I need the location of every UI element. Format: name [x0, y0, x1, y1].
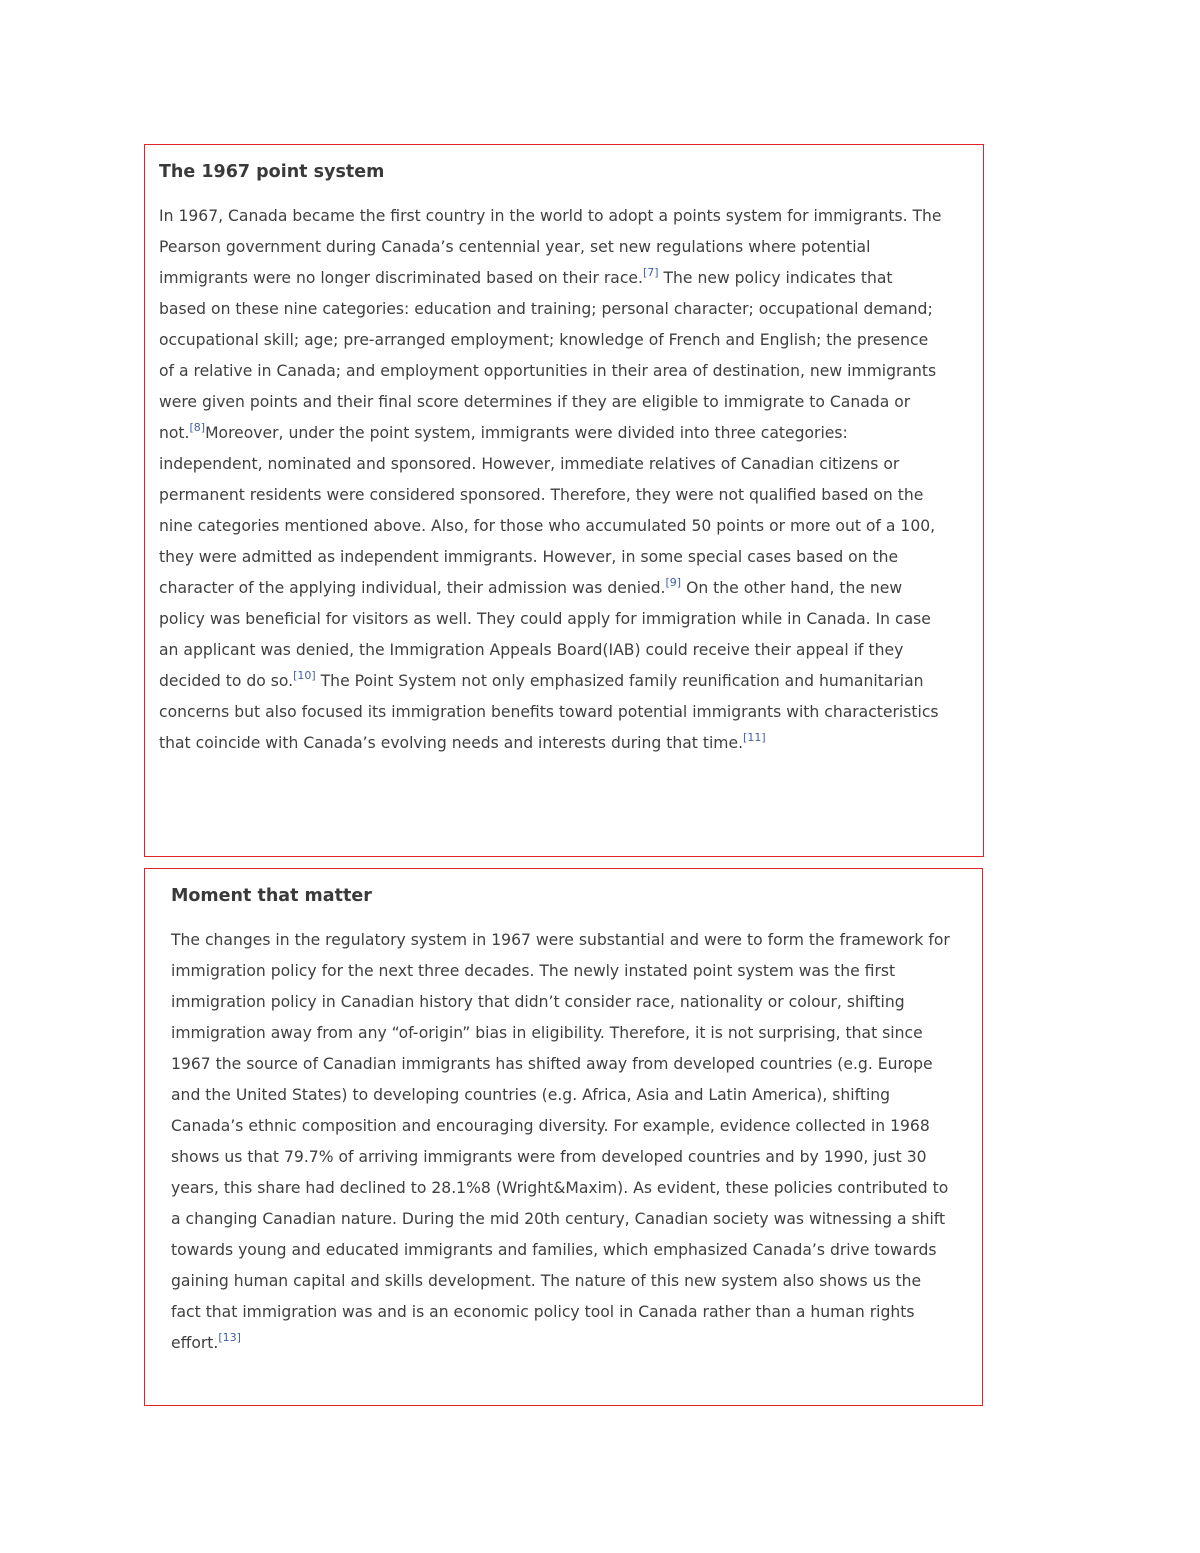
- section-title: The 1967 point system: [159, 162, 385, 182]
- section-moment-that-matter: [144, 868, 983, 1406]
- body-text: The changes in the regulatory system in 1967 were substantial and were to form the framework for immigration policy for the next three decades. The newly instated point system was the first immigration policy in Canadian history that didn’t consider race, nationality or colour, shifting immigration away from any “of-origin” bias in eligibility. Therefore, it is not surprising, that since 1967 the source of Canadian immigrants has shifted away from developed countries (e.g. Europe and the United States) to developing countries (e.g. Africa, Asia and Latin America), shifting Canada’s ethnic composition and encouraging diversity. For example, evidence collected in 1968 shows us that 79.7% of arriving immigrants were from developed countries and by 1990, just 30 years, this share had declined to 28.1%8 (Wright&Maxim). As evident, these policies contributed to a changing Canadian nature. During the mid 20th century, Canadian society was witnessing a shift towards young and educated immigrants and families, which emphasized Canada’s drive towards gaining human capital and skills development. The nature of this new system also shows us the fact that immigration was and is an economic policy tool in Canada rather than a human rights effort.: [171, 931, 950, 1352]
- section-point-system: [144, 144, 984, 857]
- section-title: Moment that matter: [171, 886, 372, 906]
- footnote-reference[interactable]: [11]: [743, 731, 766, 744]
- body-text: In 1967, Canada became the first country in the world to adopt a points system for immigrants. The Pearson government during Canada’s centennial year, set new regulations where potential immigrants were no longer discriminated based on their race.: [159, 207, 942, 287]
- section-body: [171, 925, 952, 1359]
- footnote-reference[interactable]: [7]: [642, 266, 659, 279]
- body-text: On the other hand, the new policy was beneficial for visitors as well. They could apply for immigration while in Canada. In case an applicant was denied, the Immigration Appeals Board(IAB) could receive their appeal if they decided to do so.: [159, 579, 931, 690]
- body-text: The Point System not only emphasized family reunification and humanitarian concerns but also focused its immigration benefits toward potential immigrants with characteristics that coincide with Canada’s evolving needs and interests during that time.: [159, 672, 939, 752]
- footnote-reference[interactable]: [10]: [293, 669, 316, 682]
- body-text: The new policy indicates that based on these nine categories: education and training; personal character; occupational demand; occupational skill; age; pre-arranged employment; knowledge of French and English; the presence of a relative in Canada; and employment opportunities in their area of destination, new immigrants were given points and their final score determines if they are eligible to immigrate to Canada or not.: [159, 269, 937, 442]
- footnote-reference[interactable]: [13]: [218, 1331, 241, 1344]
- footnote-reference[interactable]: [8]: [189, 421, 206, 434]
- body-text: Moreover, under the point system, immigrants were divided into three categories: independent, nominated and sponsored. However, immediate relatives of Canadian citizens or permanent residents were considered sponsored. Therefore, they were not qualified based on the nine categories mentioned above. Also, for those who accumulated 50 points or more out of a 100, they were admitted as independent immigrants. However, in some special cases based on the character of the applying individual, their admission was denied.: [159, 424, 936, 597]
- section-body: [159, 201, 943, 759]
- footnote-reference[interactable]: [9]: [665, 576, 682, 589]
